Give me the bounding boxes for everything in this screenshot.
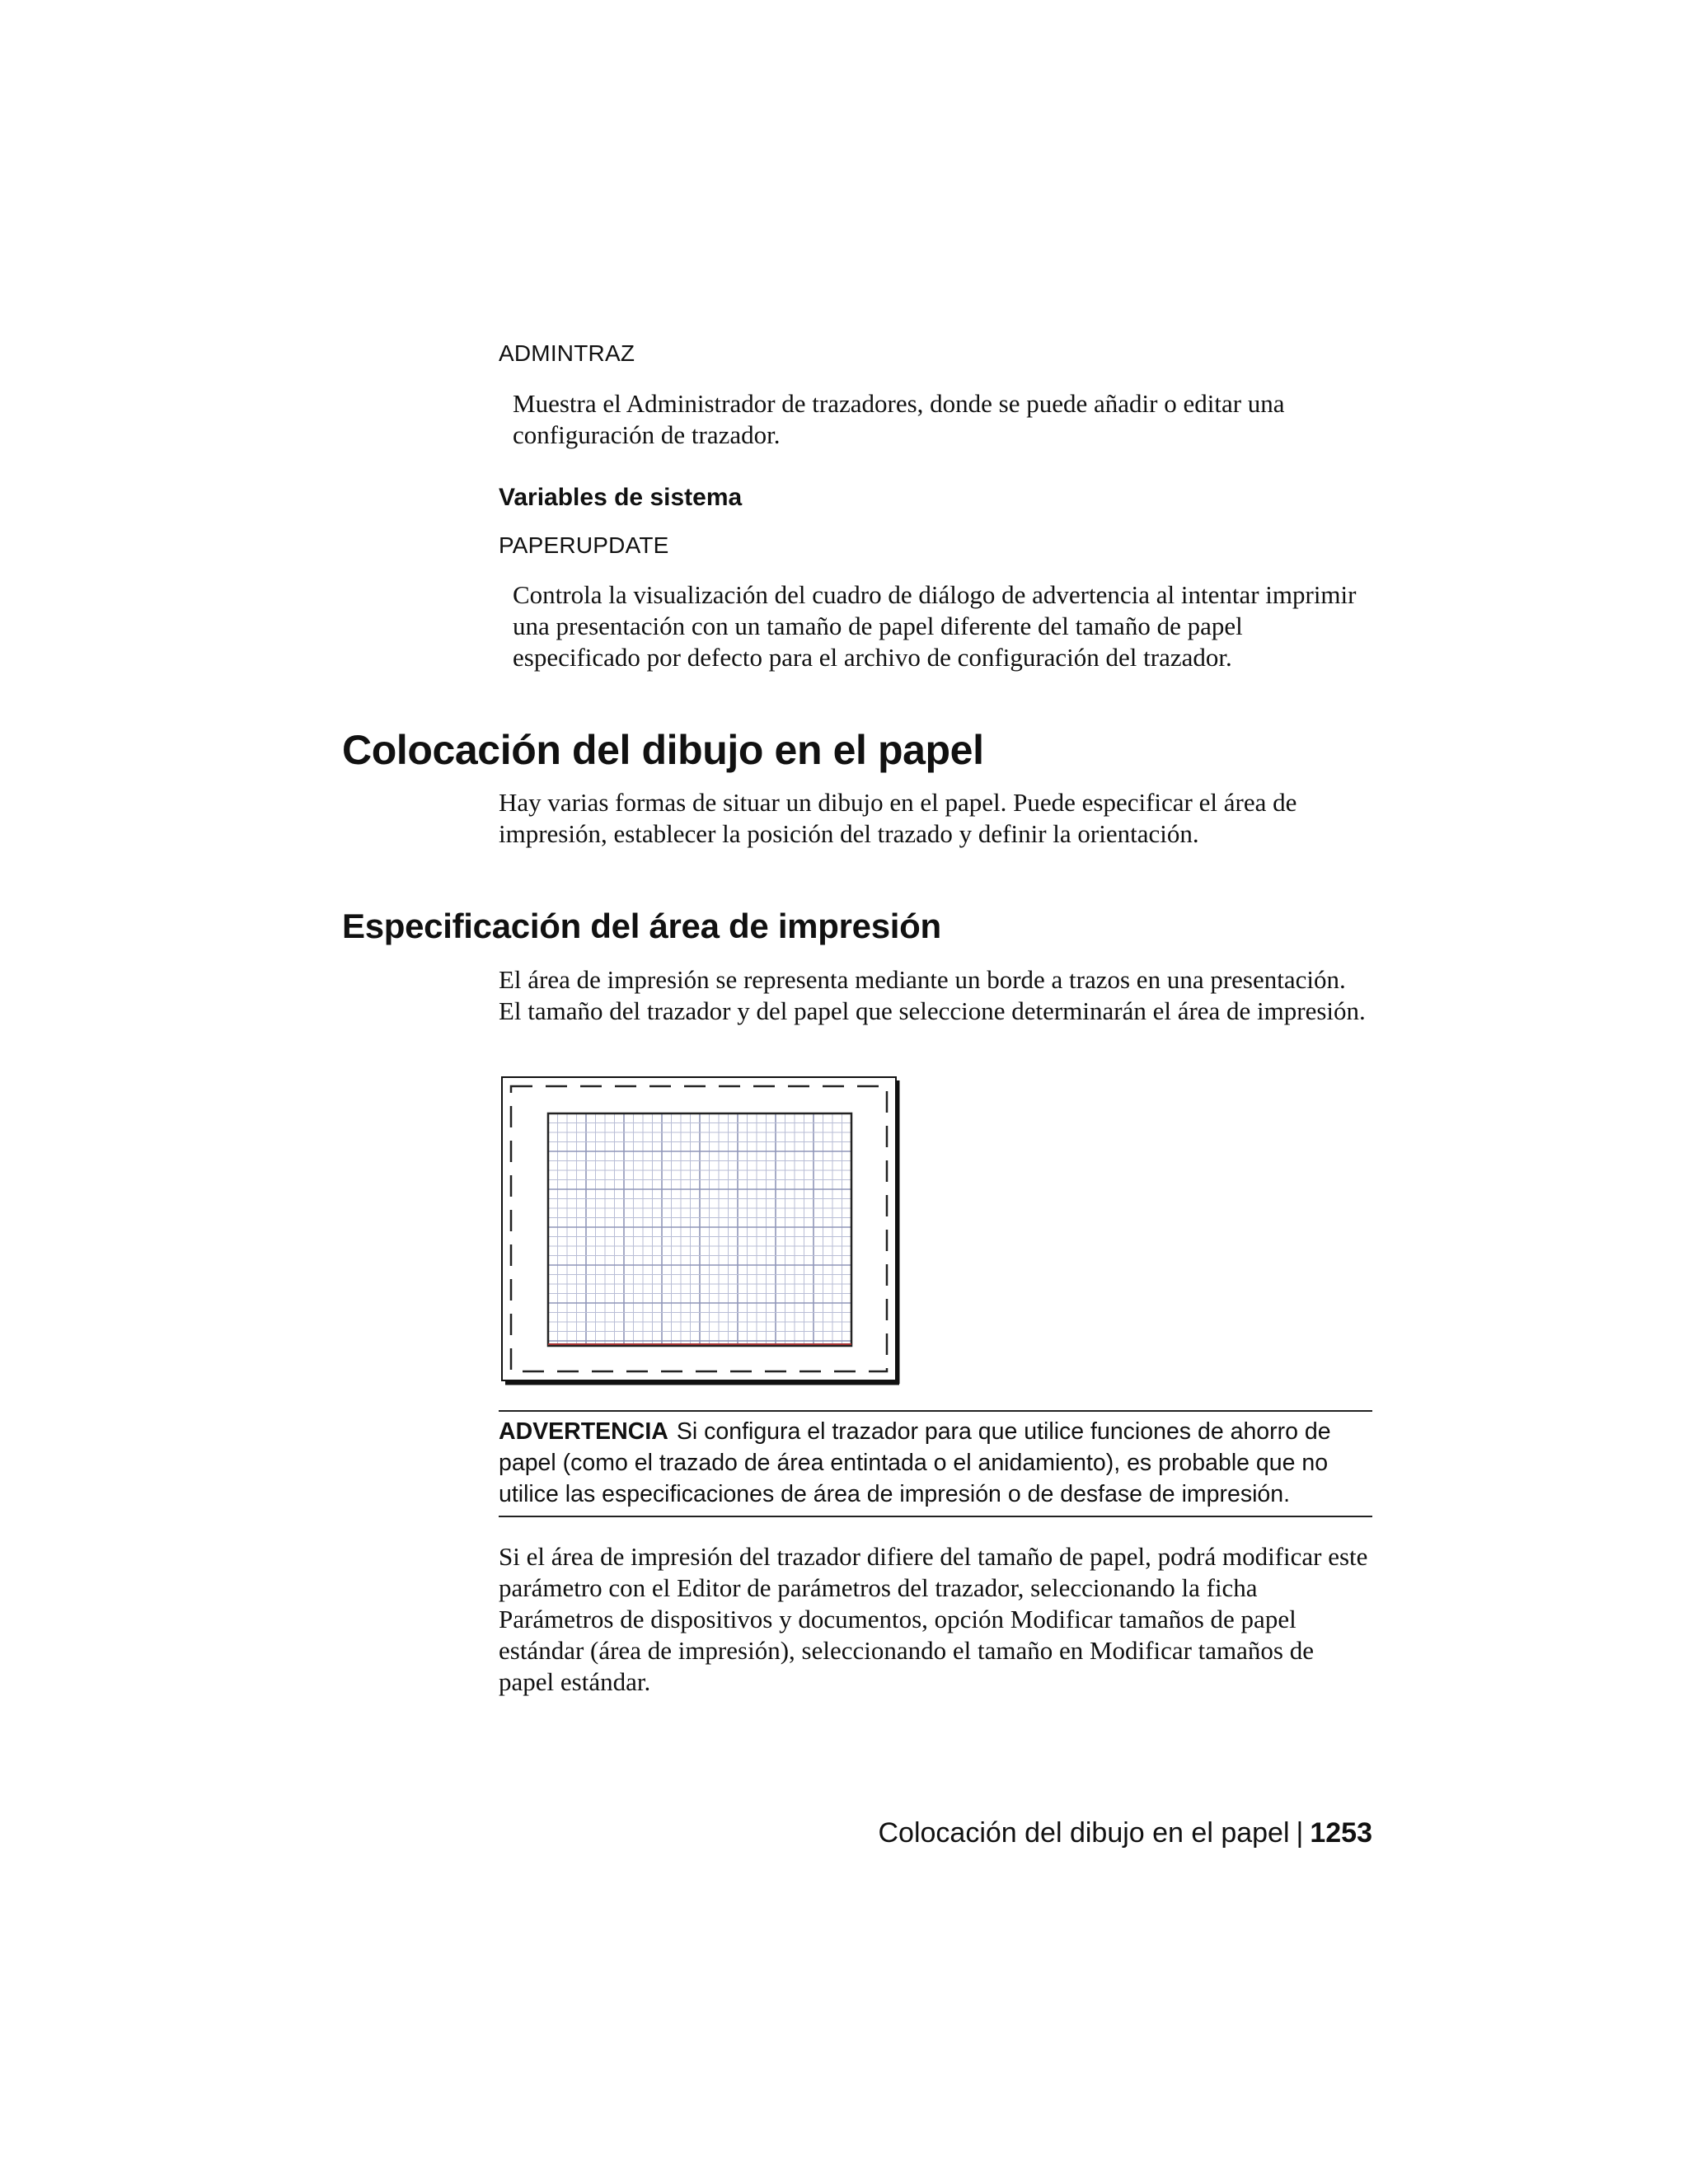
section-heading: Colocación del dibujo en el papel [342, 727, 984, 773]
warning-note [499, 1416, 1372, 1510]
variable-term-paperupdate: PAPERUPDATE [499, 532, 669, 558]
command-description-admintraz: Muestra el Administrador de trazadores, donde se puede añadir o editar una configuración de trazador. [513, 389, 1285, 449]
intro-paragraph: Hay varias formas de situar un dibujo en el papel. Puede especificar el área de impresión, establecer la posición del trazado y definir la orientación. [499, 788, 1297, 848]
footer-title: Colocación del dibujo en el papel [878, 1817, 1290, 1849]
warning-bottom-rule [499, 1516, 1372, 1517]
command-term-admintraz: ADMINTRAZ [499, 340, 635, 366]
warning-label: ADVERTENCIA [499, 1418, 668, 1445]
print-area-illustration [499, 1074, 903, 1387]
page-footer [878, 1817, 1372, 1849]
page-number: 1253 [1310, 1817, 1372, 1849]
warning-text: Si configura el trazador para que utilice funciones de ahorro de papel (como el trazado de área entintada o el anidamiento), es probable que no utilice las especificaciones de área de impresión o de desfase de impresión. [499, 1418, 1331, 1507]
final-paragraph: Si el área de impresión del trazador difiere del tamaño de papel, podrá modificar este parámetro con el Editor de parámetros del trazador, seleccionando la ficha Parámetros de dispositivos y documentos, opción Modificar tamaños de papel estándar (área de impresión), seleccionando el tamaño en Modificar tamaños de papel estándar. [499, 1542, 1368, 1696]
system-variables-heading: Variables de sistema [499, 484, 743, 511]
subsection-heading: Especificación del área de impresión [342, 907, 941, 945]
print-area-paragraph: El área de impresión se representa mediante un borde a trazos en una presentación. El tamaño del trazador y del papel que seleccione determinarán el área de impresión. [499, 965, 1366, 1025]
variable-description-paperupdate: Controla la visualización del cuadro de diálogo de advertencia al intentar imprimir una presentación con un tamaño de papel diferente del tamaño de papel especificado por defecto para el archivo de configuración del trazador. [513, 580, 1357, 672]
footer-separator: | [1296, 1817, 1304, 1849]
warning-top-rule [499, 1410, 1372, 1412]
